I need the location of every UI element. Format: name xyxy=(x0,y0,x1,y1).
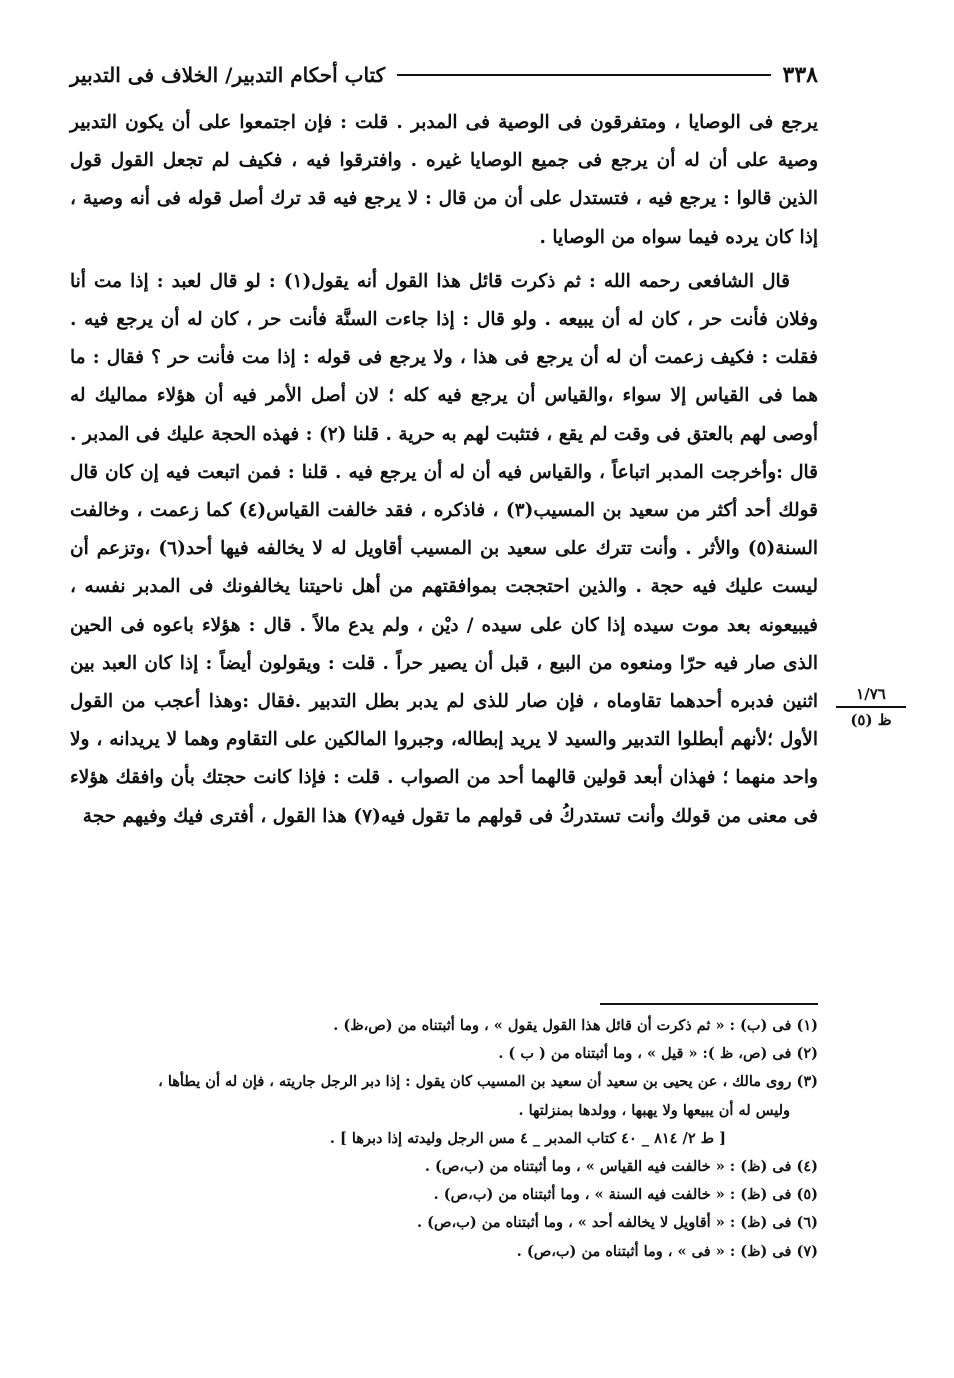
paragraph-2-lead: قال الشافعى xyxy=(687,270,790,292)
footnote-3-continuation: وليس له أن يبيعها ولا يهبها ، وولدها بمنزلتها . xyxy=(518,1101,790,1119)
footnote-4: (٤) فى (ظ) : « خالفت فيه القياس » ، وما أثبتناه من (ب،ص) . xyxy=(424,1158,818,1176)
margin-manuscript-reference xyxy=(836,684,906,730)
paragraph-2 xyxy=(70,263,818,836)
header-rule xyxy=(397,74,770,76)
footnote-1: (١) فى (ب) : « ثم ذكرت أن قائل هذا القول يقول » ، وما أثبتناه من (ص،ظ) . xyxy=(333,1017,818,1034)
running-header xyxy=(70,58,818,92)
page-number: ٣٣٨ xyxy=(782,62,818,88)
margin-note-manuscript: ظ (٥) xyxy=(850,711,892,729)
footnotes xyxy=(70,1012,818,1266)
main-text xyxy=(70,104,818,836)
running-title: كتاب أحكام التدبير/ الخلاف فى التدبير xyxy=(70,63,386,87)
footnote-7: (٧) فى (ظ) : « فى » ، وما أثبتناه من (ب،ص) . xyxy=(516,1242,818,1260)
footnote-separator xyxy=(600,1003,818,1005)
footnote-3-reference: [ ط ٢/ ٨١٤ _ ٤٠ كتاب المدبر _ ٤ مس الرجل وليدته إذا دبرها ] . xyxy=(329,1129,726,1147)
footnote-5: (٥) فى (ظ) : « خالفت فيه السنة » ، وما أثبتناه من (ب،ص) . xyxy=(433,1186,818,1204)
paragraph-1: يرجع فى الوصايا ، ومتفرقون فى الوصية فى المدبر . قلت : فإن اجتمعوا على أن يكون التدبير وصية على أن له أن يرجع فى جميع الوصايا غيره . وافترقوا فيه ، فكيف لم تجعل القول قول الذين قالوا : يرجع فيه ، فتستدل على أن من قال : لا يرجع فيه قد ترك أصل قوله فى أنه وصية ، إذا كان يرده فيما سواه من الوصايا . xyxy=(70,112,818,248)
footnote-6: (٦) فى (ظ) : « أقاويل لا يخالفه أحد » ، وما أثبتناه من (ب،ص) . xyxy=(417,1214,818,1232)
footnote-3: (٣) روى مالك ، عن يحيى بن سعيد أن سعيد بن المسيب كان يقول : إذا دبر الرجل جاريته ، فإن له أن يطأها ، xyxy=(158,1073,818,1091)
footnote-2: (٢) فى (ص، ظ ): « قيل » ، وما أثبتناه من ( ب ) . xyxy=(498,1045,818,1063)
margin-note-folio: ١/٧٦ xyxy=(836,684,906,708)
paragraph-2-text: رحمه الله : ثم ذكرت قائل هذا القول أنه يقول(١) : لو قال لعبد : إذا مت أنا وفلان فأنت حر ، كان له أن يبيعه . ولو قال : إذا جاءت السنَّة فأنت حر ، كان له أن يرجع فيه . فقلت : فكيف زعمت أن له أن يرجع فى هذا ، ولا يرجع فى قوله : إذا مت فأنت حر ؟ فقال : ما هما فى القياس إلا سواء ،والقياس أن يرجع فيه كله ؛ لان أصل الأمر فيه أن هؤلاء مماليك له أوصى لهم بالعتق فى وقت لم يقع ، فتثبت لهم به حرية . قلنا (٢) : فهذه الحجة عليك فى المدبر . قال :وأخرجت المدبر اتباعاً ، والقياس فيه أن له أن يرجع فيه . قلنا : فمن اتبعت فيه إن كان قال قولك أحد أكثر من سعيد بن المسيب(٣) ، فاذكره ، فقد خالفت القياس(٤) كما زعمت ، وخالفت السنة(٥) والأثر . وأنت تترك على سعيد بن المسيب أقاويل له لا يخالفه فيها أحد(٦) ،وتزعم أن ليست عليك فيه حجة . والذين احتججت بموافقتهم من أهل ناحيتنا يخالفونك فى المدبر نفسه ، فيبيعونه بعد موت سيده إذا كان على سيده / ديْن ، ولم يدع مالاً . قال : هؤلاء باعوه فى الحين الذى صار فيه حرّا ومنعوه من البيع ، قبل أن يصير حراً . قلت : ويقولون أيضاً : إذا كان العبد بين اثنين فدبره أحدهما تقاوماه ، فإن صار للذى لم يدبر بطل التدبير .فقال :وهذا أعجب من القول الأول ؛لأنهم أبطلوا التدبير والسيد لا يريد إبطاله، وجبروا المالكين على التقاوم وهما لا يريدانه ، ولا واحد منهما ؛ فهذان أبعد قولين قالهما أحد من الصواب . قلت : فإذا كانت حجتك بأن وافقك هؤلاء فى معنى من قولك وأنت تستدركُ فى قولهم ما تقول فيه(٧) هذا القول ، أفترى فيك وفيهم حجة xyxy=(70,270,818,827)
